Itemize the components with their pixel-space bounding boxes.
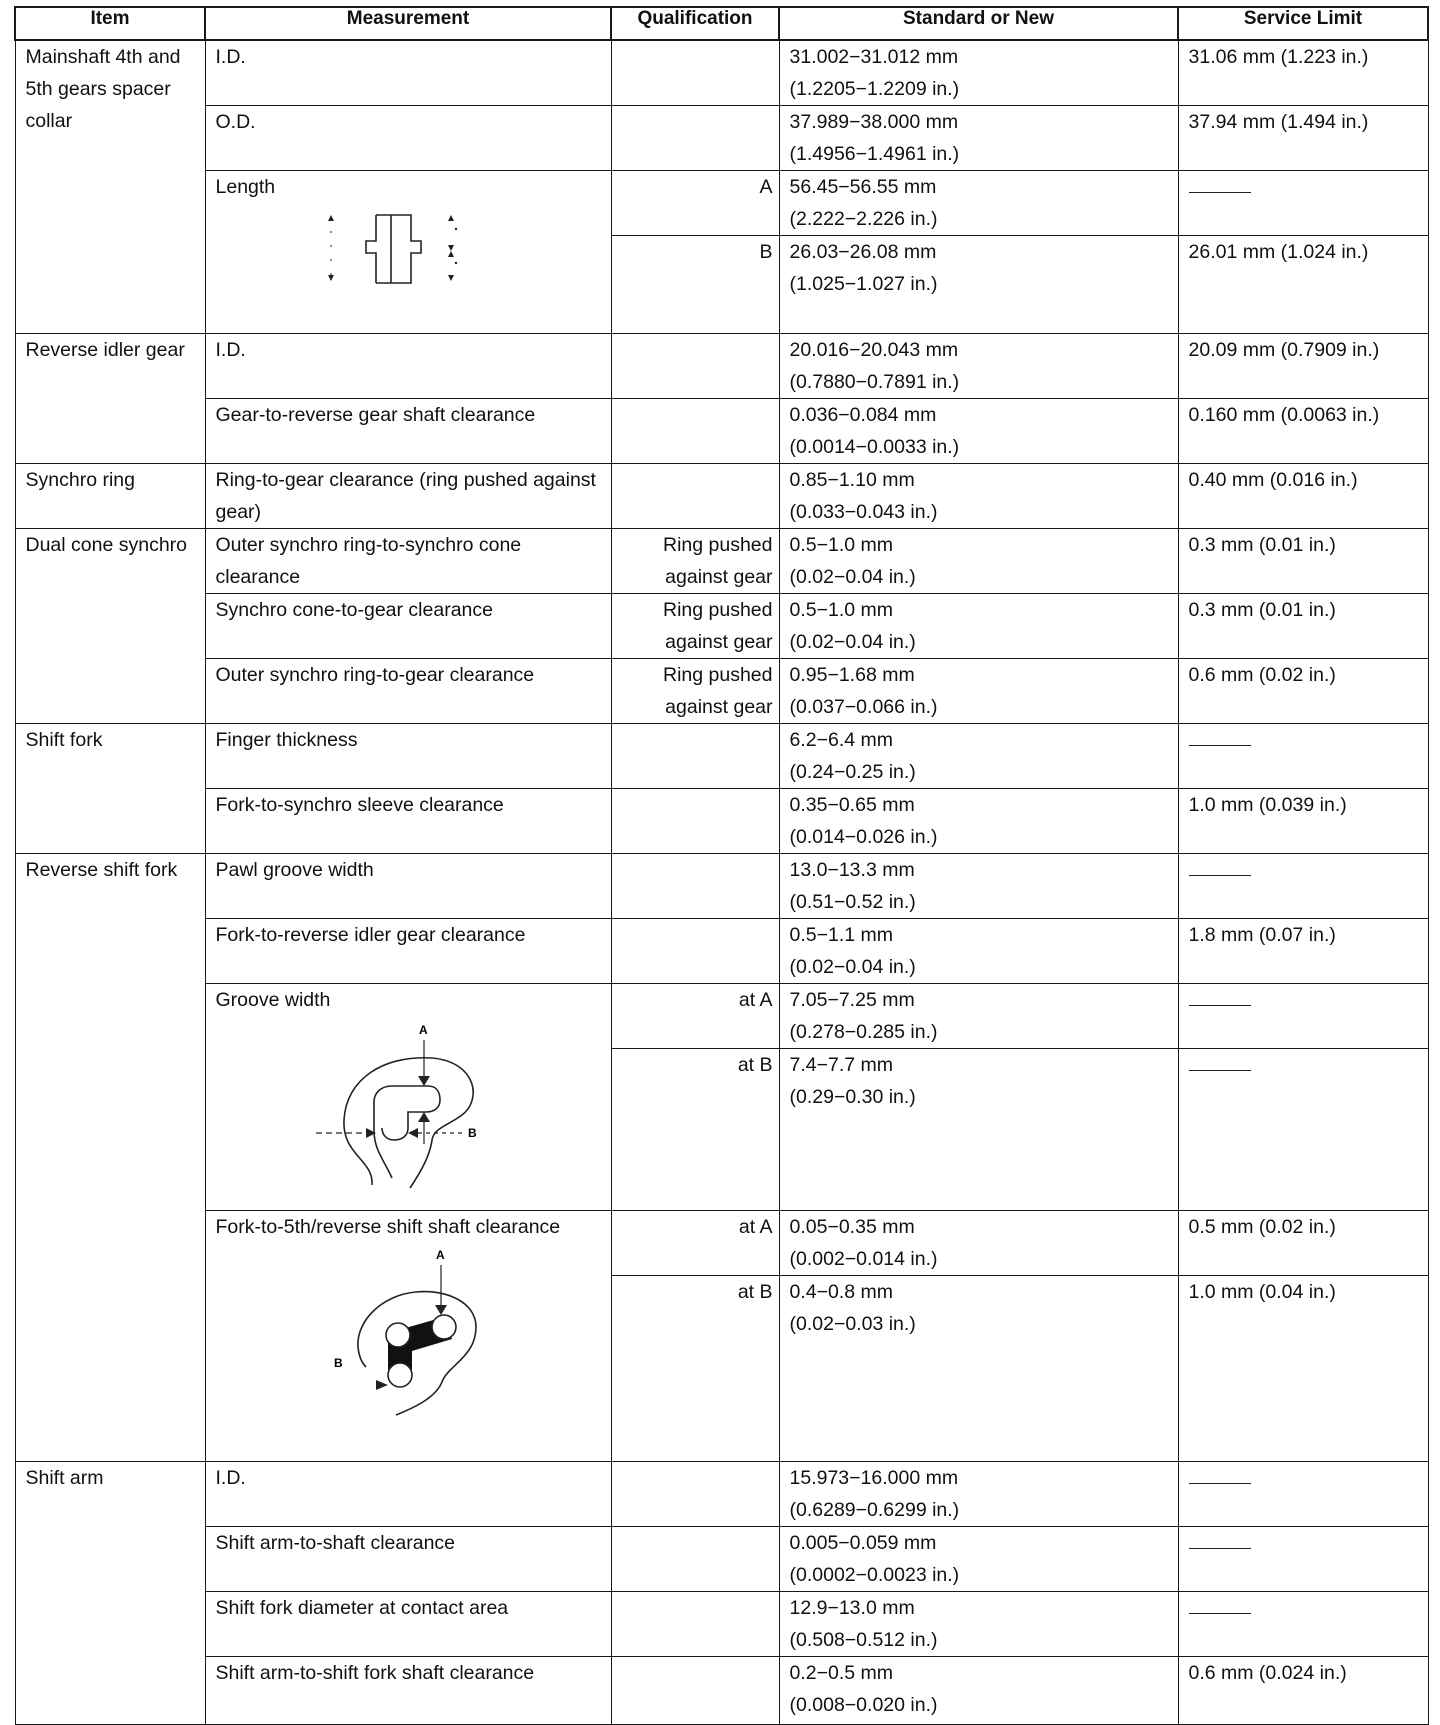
qualification-cell bbox=[611, 1592, 779, 1657]
standard-in: (0.0014−0.0033 in.) bbox=[789, 436, 960, 458]
standard-cell bbox=[779, 40, 1178, 106]
standard-mm: 0.95−1.68 mm bbox=[789, 664, 915, 686]
standard-mm: 12.9−13.0 mm bbox=[789, 1597, 915, 1619]
measurement-cell: Shift fork diameter at contact area bbox=[205, 1592, 611, 1657]
header-qualification: Qualification bbox=[611, 7, 779, 40]
qualification-cell bbox=[611, 854, 779, 919]
standard-cell bbox=[779, 1049, 1178, 1211]
standard-in: (0.24−0.25 in.) bbox=[789, 761, 916, 783]
header-service-limit: Service Limit bbox=[1178, 7, 1428, 40]
header-standard: Standard or New bbox=[779, 7, 1178, 40]
measurement-cell: Fork-to-reverse idler gear clearance bbox=[205, 919, 611, 984]
standard-in: (0.7880−0.7891 in.) bbox=[789, 371, 960, 393]
standard-in: (1.025−1.027 in.) bbox=[789, 273, 938, 295]
standard-in: (0.008−0.020 in.) bbox=[789, 1694, 938, 1716]
standard-mm: 0.036−0.084 mm bbox=[789, 404, 937, 426]
standard-in: (0.0002−0.0023 in.) bbox=[789, 1564, 960, 1586]
service-limit-cell bbox=[1178, 1592, 1428, 1657]
table-row bbox=[15, 789, 1428, 854]
item-cell: Mainshaft 4th and 5th gears spacer collar bbox=[15, 40, 205, 334]
table-row bbox=[15, 724, 1428, 789]
measurement-cell: Shift arm-to-shift fork shaft clearance bbox=[205, 1657, 611, 1725]
standard-mm: 37.989−38.000 mm bbox=[789, 111, 959, 133]
standard-cell bbox=[779, 399, 1178, 464]
standard-in: (0.02−0.04 in.) bbox=[789, 631, 916, 653]
service-limit-cell: 20.09 mm (0.7909 in.) bbox=[1178, 334, 1428, 399]
service-limit-cell: 31.06 mm (1.223 in.) bbox=[1178, 40, 1428, 106]
qualification-cell bbox=[611, 1527, 779, 1592]
qualification-cell: Ring pushed against gear bbox=[611, 529, 779, 594]
standard-in: (1.4956−1.4961 in.) bbox=[789, 143, 960, 165]
shift-shaft-clearance-diagram bbox=[326, 1247, 605, 1417]
table-row bbox=[15, 399, 1428, 464]
standard-in: (0.6289−0.6299 in.) bbox=[789, 1499, 960, 1521]
table-row bbox=[15, 659, 1428, 724]
service-limit-cell: 0.6 mm (0.02 in.) bbox=[1178, 659, 1428, 724]
standard-cell bbox=[779, 334, 1178, 399]
measurement-cell: I.D. bbox=[205, 1462, 611, 1527]
standard-mm: 0.005−0.059 mm bbox=[789, 1532, 937, 1554]
service-limit-cell: 0.3 mm (0.01 in.) bbox=[1178, 594, 1428, 659]
measurement-cell: Outer synchro ring-to-synchro cone clearance bbox=[205, 529, 611, 594]
standard-mm: 31.002−31.012 mm bbox=[789, 46, 959, 68]
table-row bbox=[15, 1211, 1428, 1276]
standard-mm: 26.03−26.08 mm bbox=[789, 241, 937, 263]
qualification-cell bbox=[611, 724, 779, 789]
table-row bbox=[15, 854, 1428, 919]
standard-cell bbox=[779, 789, 1178, 854]
standard-in: (0.033−0.043 in.) bbox=[789, 501, 938, 523]
table-row bbox=[15, 464, 1428, 529]
standard-in: (0.037−0.066 in.) bbox=[789, 696, 938, 718]
service-limit-cell bbox=[1178, 854, 1428, 919]
groove-width-figure bbox=[312, 1020, 512, 1190]
label-a: A bbox=[435, 1248, 445, 1262]
measurement-cell: O.D. bbox=[205, 106, 611, 171]
no-limit-dash bbox=[1189, 745, 1251, 746]
standard-in: (0.29−0.30 in.) bbox=[789, 1086, 916, 1108]
service-limit-cell: 1.8 mm (0.07 in.) bbox=[1178, 919, 1428, 984]
standard-in: (1.2205−1.2209 in.) bbox=[789, 78, 960, 100]
service-spec-table bbox=[14, 6, 1429, 1725]
standard-mm: 15.973−16.000 mm bbox=[789, 1467, 959, 1489]
standard-mm: 20.016−20.043 mm bbox=[789, 339, 959, 361]
standard-cell bbox=[779, 1276, 1178, 1462]
qualification-cell bbox=[611, 1657, 779, 1725]
service-limit-cell bbox=[1178, 1049, 1428, 1211]
qualification-cell bbox=[611, 40, 779, 106]
measurement-cell bbox=[205, 984, 611, 1211]
item-cell: Shift arm bbox=[15, 1462, 205, 1725]
no-limit-dash bbox=[1189, 1548, 1251, 1549]
standard-cell bbox=[779, 1462, 1178, 1527]
measurement-cell: Pawl groove width bbox=[205, 854, 611, 919]
measurement-cell: Fork-to-synchro sleeve clearance bbox=[205, 789, 611, 854]
table-row bbox=[15, 171, 1428, 236]
spec-sheet bbox=[14, 6, 1427, 1716]
standard-mm: 6.2−6.4 mm bbox=[789, 729, 894, 751]
service-limit-cell bbox=[1178, 1462, 1428, 1527]
standard-in: (0.002−0.014 in.) bbox=[789, 1248, 938, 1270]
no-limit-dash bbox=[1189, 1613, 1251, 1614]
measurement-cell: I.D. bbox=[205, 334, 611, 399]
standard-mm: 56.45−56.55 mm bbox=[789, 176, 937, 198]
qualification-cell: Ring pushed against gear bbox=[611, 594, 779, 659]
service-limit-cell: 1.0 mm (0.039 in.) bbox=[1178, 789, 1428, 854]
qualification-cell: at B bbox=[611, 1049, 779, 1211]
standard-mm: 0.85−1.10 mm bbox=[789, 469, 915, 491]
table-row bbox=[15, 919, 1428, 984]
item-cell: Reverse idler gear bbox=[15, 334, 205, 464]
header-item: Item bbox=[15, 7, 205, 40]
item-cell: Dual cone synchro bbox=[15, 529, 205, 724]
no-limit-dash bbox=[1189, 1483, 1251, 1484]
standard-in: (0.02−0.03 in.) bbox=[789, 1313, 916, 1335]
label-b: B bbox=[333, 1356, 343, 1370]
standard-in: (0.508−0.512 in.) bbox=[789, 1629, 938, 1651]
measurement-cell: Shift arm-to-shaft clearance bbox=[205, 1527, 611, 1592]
standard-mm: 0.5−1.0 mm bbox=[789, 534, 894, 556]
qualification-cell: at B bbox=[611, 1276, 779, 1462]
service-limit-cell: 37.94 mm (1.494 in.) bbox=[1178, 106, 1428, 171]
standard-cell bbox=[779, 171, 1178, 236]
service-limit-cell: 0.40 mm (0.016 in.) bbox=[1178, 464, 1428, 529]
item-cell: Shift fork bbox=[15, 724, 205, 854]
table-row bbox=[15, 334, 1428, 399]
table-row bbox=[15, 106, 1428, 171]
table-row bbox=[15, 529, 1428, 594]
table-row bbox=[15, 594, 1428, 659]
measurement-cell: Synchro cone-to-gear clearance bbox=[205, 594, 611, 659]
item-cell: Synchro ring bbox=[15, 464, 205, 529]
standard-mm: 7.4−7.7 mm bbox=[789, 1054, 894, 1076]
measurement-cell: Finger thickness bbox=[205, 724, 611, 789]
standard-cell bbox=[779, 1211, 1178, 1276]
service-limit-cell: 0.3 mm (0.01 in.) bbox=[1178, 529, 1428, 594]
measurement-label: Fork-to-5th/reverse shift shaft clearance bbox=[215, 1216, 561, 1238]
qualification-cell: B bbox=[611, 236, 779, 334]
groove-width-diagram bbox=[312, 1020, 605, 1190]
qualification-cell: Ring pushed against gear bbox=[611, 659, 779, 724]
standard-mm: 13.0−13.3 mm bbox=[789, 859, 915, 881]
shift-shaft-figure bbox=[326, 1247, 506, 1417]
table-row bbox=[15, 40, 1428, 106]
label-b: B bbox=[467, 1126, 477, 1140]
table-row bbox=[15, 1527, 1428, 1592]
header-measurement: Measurement bbox=[205, 7, 611, 40]
qualification-cell: at A bbox=[611, 1211, 779, 1276]
standard-cell bbox=[779, 659, 1178, 724]
table-row bbox=[15, 984, 1428, 1049]
service-limit-cell bbox=[1178, 724, 1428, 789]
measurement-cell: I.D. bbox=[205, 40, 611, 106]
measurement-cell: Outer synchro ring-to-gear clearance bbox=[205, 659, 611, 724]
qualification-cell bbox=[611, 464, 779, 529]
no-limit-dash bbox=[1189, 192, 1251, 193]
service-limit-cell: 0.160 mm (0.0063 in.) bbox=[1178, 399, 1428, 464]
standard-in: (2.222−2.226 in.) bbox=[789, 208, 938, 230]
standard-mm: 0.2−0.5 mm bbox=[789, 1662, 894, 1684]
standard-mm: 0.35−0.65 mm bbox=[789, 794, 915, 816]
standard-cell bbox=[779, 1527, 1178, 1592]
standard-cell bbox=[779, 464, 1178, 529]
service-limit-cell: 0.6 mm (0.024 in.) bbox=[1178, 1657, 1428, 1725]
qualification-cell bbox=[611, 334, 779, 399]
standard-cell bbox=[779, 1592, 1178, 1657]
standard-cell bbox=[779, 106, 1178, 171]
no-limit-dash bbox=[1189, 875, 1251, 876]
measurement-cell bbox=[205, 1211, 611, 1462]
qualification-cell: at A bbox=[611, 984, 779, 1049]
standard-cell bbox=[779, 236, 1178, 334]
standard-mm: 7.05−7.25 mm bbox=[789, 989, 915, 1011]
standard-mm: 0.5−1.1 mm bbox=[789, 924, 894, 946]
qualification-cell: A bbox=[611, 171, 779, 236]
standard-in: (0.02−0.04 in.) bbox=[789, 566, 916, 588]
service-limit-cell bbox=[1178, 984, 1428, 1049]
service-limit-cell: 1.0 mm (0.04 in.) bbox=[1178, 1276, 1428, 1462]
service-limit-cell: 26.01 mm (1.024 in.) bbox=[1178, 236, 1428, 334]
standard-cell bbox=[779, 919, 1178, 984]
table-row bbox=[15, 1462, 1428, 1527]
service-limit-cell bbox=[1178, 1527, 1428, 1592]
standard-mm: 0.4−0.8 mm bbox=[789, 1281, 894, 1303]
standard-in: (0.02−0.04 in.) bbox=[789, 956, 916, 978]
measurement-label: Length bbox=[215, 176, 276, 198]
standard-in: (0.51−0.52 in.) bbox=[789, 891, 916, 913]
standard-in: (0.014−0.026 in.) bbox=[789, 826, 938, 848]
qualification-cell bbox=[611, 1462, 779, 1527]
spacer-collar-diagram bbox=[316, 207, 605, 287]
header-row bbox=[15, 7, 1428, 40]
qualification-cell bbox=[611, 919, 779, 984]
standard-cell bbox=[779, 1657, 1178, 1725]
standard-cell bbox=[779, 724, 1178, 789]
item-cell: Reverse shift fork bbox=[15, 854, 205, 1462]
standard-cell bbox=[779, 854, 1178, 919]
qualification-cell bbox=[611, 399, 779, 464]
no-limit-dash bbox=[1189, 1070, 1251, 1071]
table-row bbox=[15, 1592, 1428, 1657]
standard-cell bbox=[779, 984, 1178, 1049]
table-row bbox=[15, 1657, 1428, 1725]
measurement-label: Groove width bbox=[215, 989, 331, 1011]
spacer-collar-figure bbox=[316, 207, 476, 287]
standard-cell bbox=[779, 529, 1178, 594]
standard-mm: 0.05−0.35 mm bbox=[789, 1216, 915, 1238]
qualification-cell bbox=[611, 789, 779, 854]
label-a: A bbox=[418, 1023, 428, 1037]
measurement-cell: Gear-to-reverse gear shaft clearance bbox=[205, 399, 611, 464]
measurement-cell: Ring-to-gear clearance (ring pushed against gear) bbox=[205, 464, 611, 529]
qualification-cell bbox=[611, 106, 779, 171]
measurement-cell bbox=[205, 171, 611, 334]
standard-cell bbox=[779, 594, 1178, 659]
standard-mm: 0.5−1.0 mm bbox=[789, 599, 894, 621]
service-limit-cell: 0.5 mm (0.02 in.) bbox=[1178, 1211, 1428, 1276]
standard-in: (0.278−0.285 in.) bbox=[789, 1021, 938, 1043]
service-limit-cell bbox=[1178, 171, 1428, 236]
no-limit-dash bbox=[1189, 1005, 1251, 1006]
